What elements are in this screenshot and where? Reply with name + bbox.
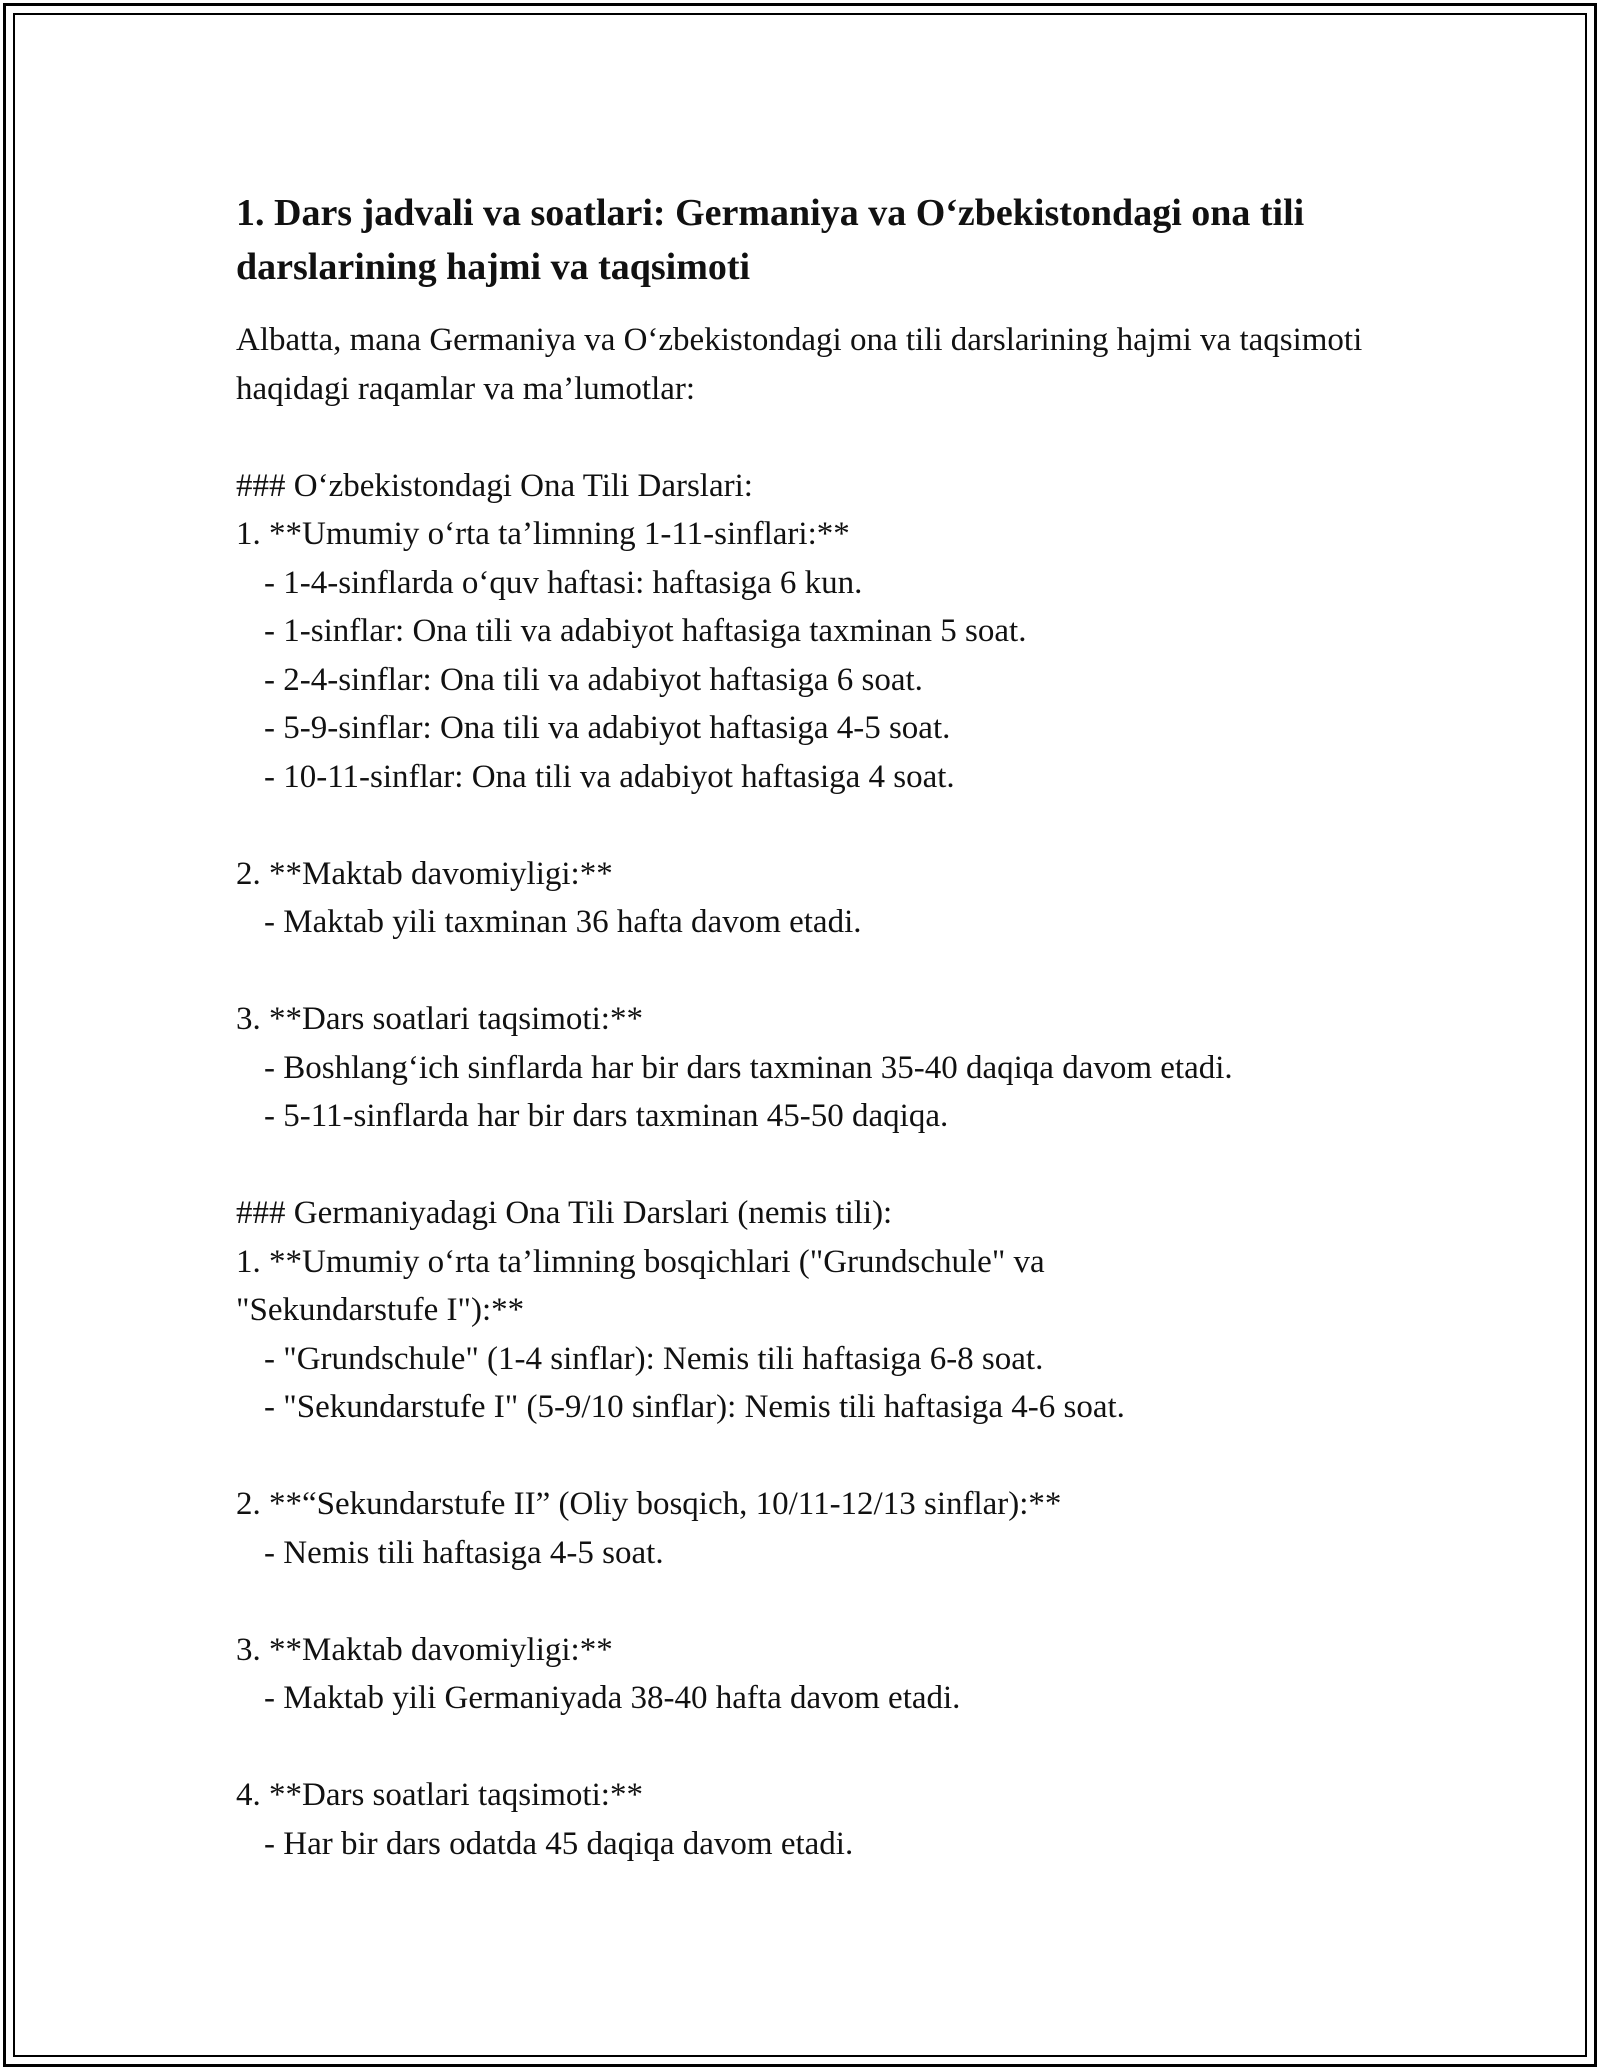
de-item-1-bullet: - "Sekundarstufe I" (5-9/10 sinflar): Nemis tili haftasiga 4-6 soat. [264,1389,1125,1425]
blank-line [236,947,1386,996]
uz-item-3-label: 3. **Dars soatlari taqsimoti:** [236,1001,643,1037]
uz-item-1-bullet: - 2-4-sinflar: Ona tili va adabiyot haftasiga 6 soat. [264,661,923,698]
de-item-1-label-line-2: "Sekundarstufe I"):** [236,1292,525,1328]
de-item-1-bullet: - "Grundschule" (1-4 sinflar): Nemis tili haftasiga 6-8 soat. [264,1340,1044,1377]
blank-line [236,1432,1386,1481]
uz-item-1-bullet: - 5-9-sinflar: Ona tili va adabiyot haftasiga 4-5 soat. [264,710,951,746]
blank-line [236,413,1386,462]
uz-item-2-label: 2. **Maktab davomiyligi:** [236,855,613,892]
intro-paragraph: Albatta, mana Germaniya va O‘zbekistondagi ona tili darslarining hajmi va taqsimoti haqidagi raqamlar va ma’lumotlar: [236,322,1371,407]
uz-item-2-bullet: - Maktab yili taxminan 36 hafta davom etadi. [264,904,862,940]
uz-item-1-bullet: - 10-11-sinflar: Ona tili va adabiyot haftasiga 4 soat. [264,758,955,795]
de-item-4-bullet: - Har bir dars odatda 45 daqiqa davom etadi. [264,1825,854,1862]
uz-item-3-bullet: - Boshlang‘ich sinflarda har bir dars taxminan 35-40 daqiqa davom etadi. [264,1049,1233,1086]
de-item-2-bullet: - Nemis tili haftasiga 4-5 soat. [264,1534,664,1571]
section-heading-germany: ### Germaniyadagi Ona Tili Darslari (nemis tili): [236,1195,893,1231]
document-body [236,186,1386,1868]
uz-item-1-label: 1. **Umumiy o‘rta ta’limning 1-11-sinflari:** [236,516,850,552]
uz-item-1-bullet: - 1-sinflar: Ona tili va adabiyot haftasiga taxminan 5 soat. [264,613,1027,649]
de-item-3-bullet: - Maktab yili Germaniyada 38-40 hafta davom etadi. [264,1680,961,1716]
blank-line [236,1141,1386,1190]
blank-line [236,801,1386,850]
de-item-1-label-line-1: 1. **Umumiy o‘rta ta’limning bosqichlari ("Grundschule" va [236,1243,1045,1280]
section-heading-uzbekistan: ### O‘zbekistondagi Ona Tili Darslari: [236,467,753,504]
blank-line [236,1723,1386,1772]
de-item-3-label: 3. **Maktab davomiyligi:** [236,1631,613,1668]
de-item-4-label: 4. **Dars soatlari taqsimoti:** [236,1777,643,1813]
de-item-2-label: 2. **“Sekundarstufe II” (Oliy bosqich, 10/11-12/13 sinflar):** [236,1486,1062,1522]
document-title: 1. Dars jadvali va soatlari: Germaniya va O‘zbekistondagi ona tili darslarining hajmi va taqsimoti [236,192,1305,288]
blank-line [236,1577,1386,1626]
uz-item-1-bullet: - 1-4-sinflarda o‘quv haftasi: haftasiga 6 kun. [264,564,863,601]
uz-item-3-bullet: - 5-11-sinflarda har bir dars taxminan 45-50 daqiqa. [264,1098,949,1134]
